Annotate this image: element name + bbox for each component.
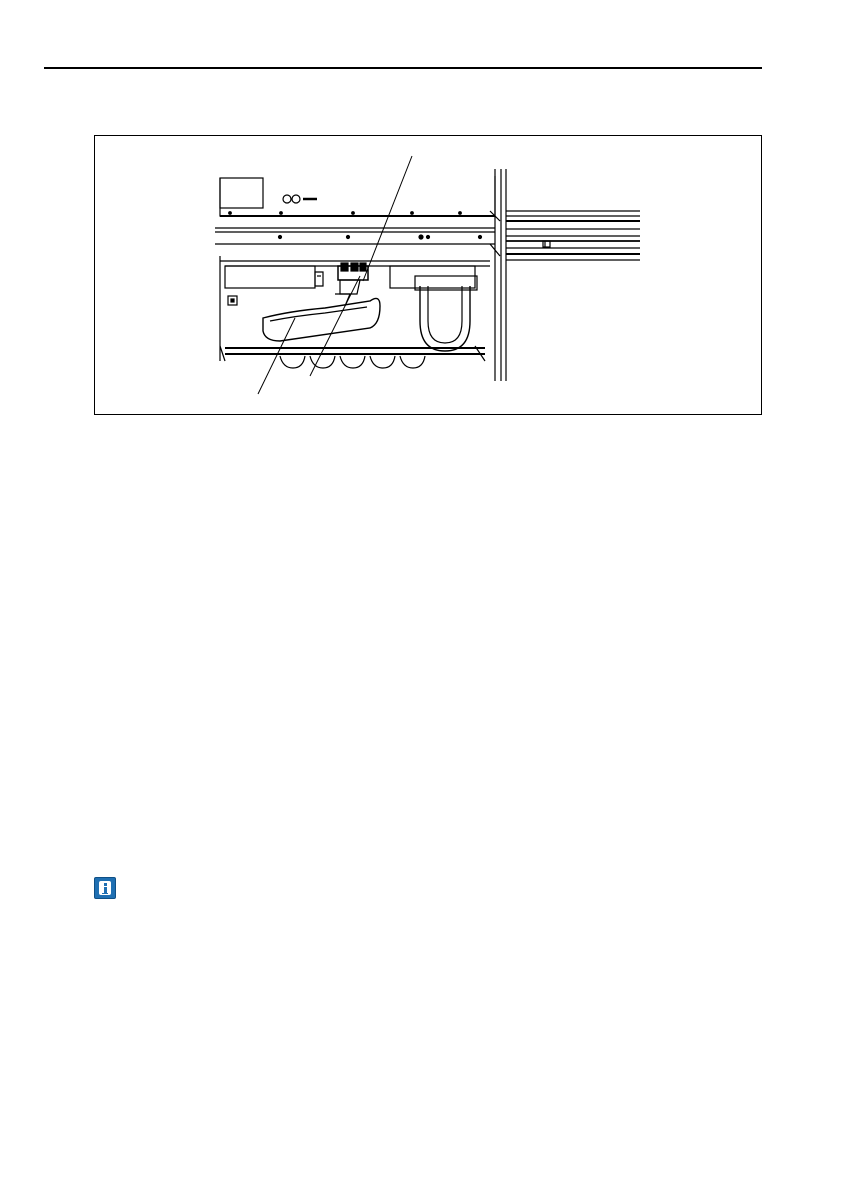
device-drawing (95, 136, 763, 416)
header-rule (44, 67, 762, 69)
info-foot (102, 893, 108, 894)
info-dot (104, 883, 107, 886)
technical-figure (94, 135, 762, 415)
info-icon (94, 877, 116, 899)
